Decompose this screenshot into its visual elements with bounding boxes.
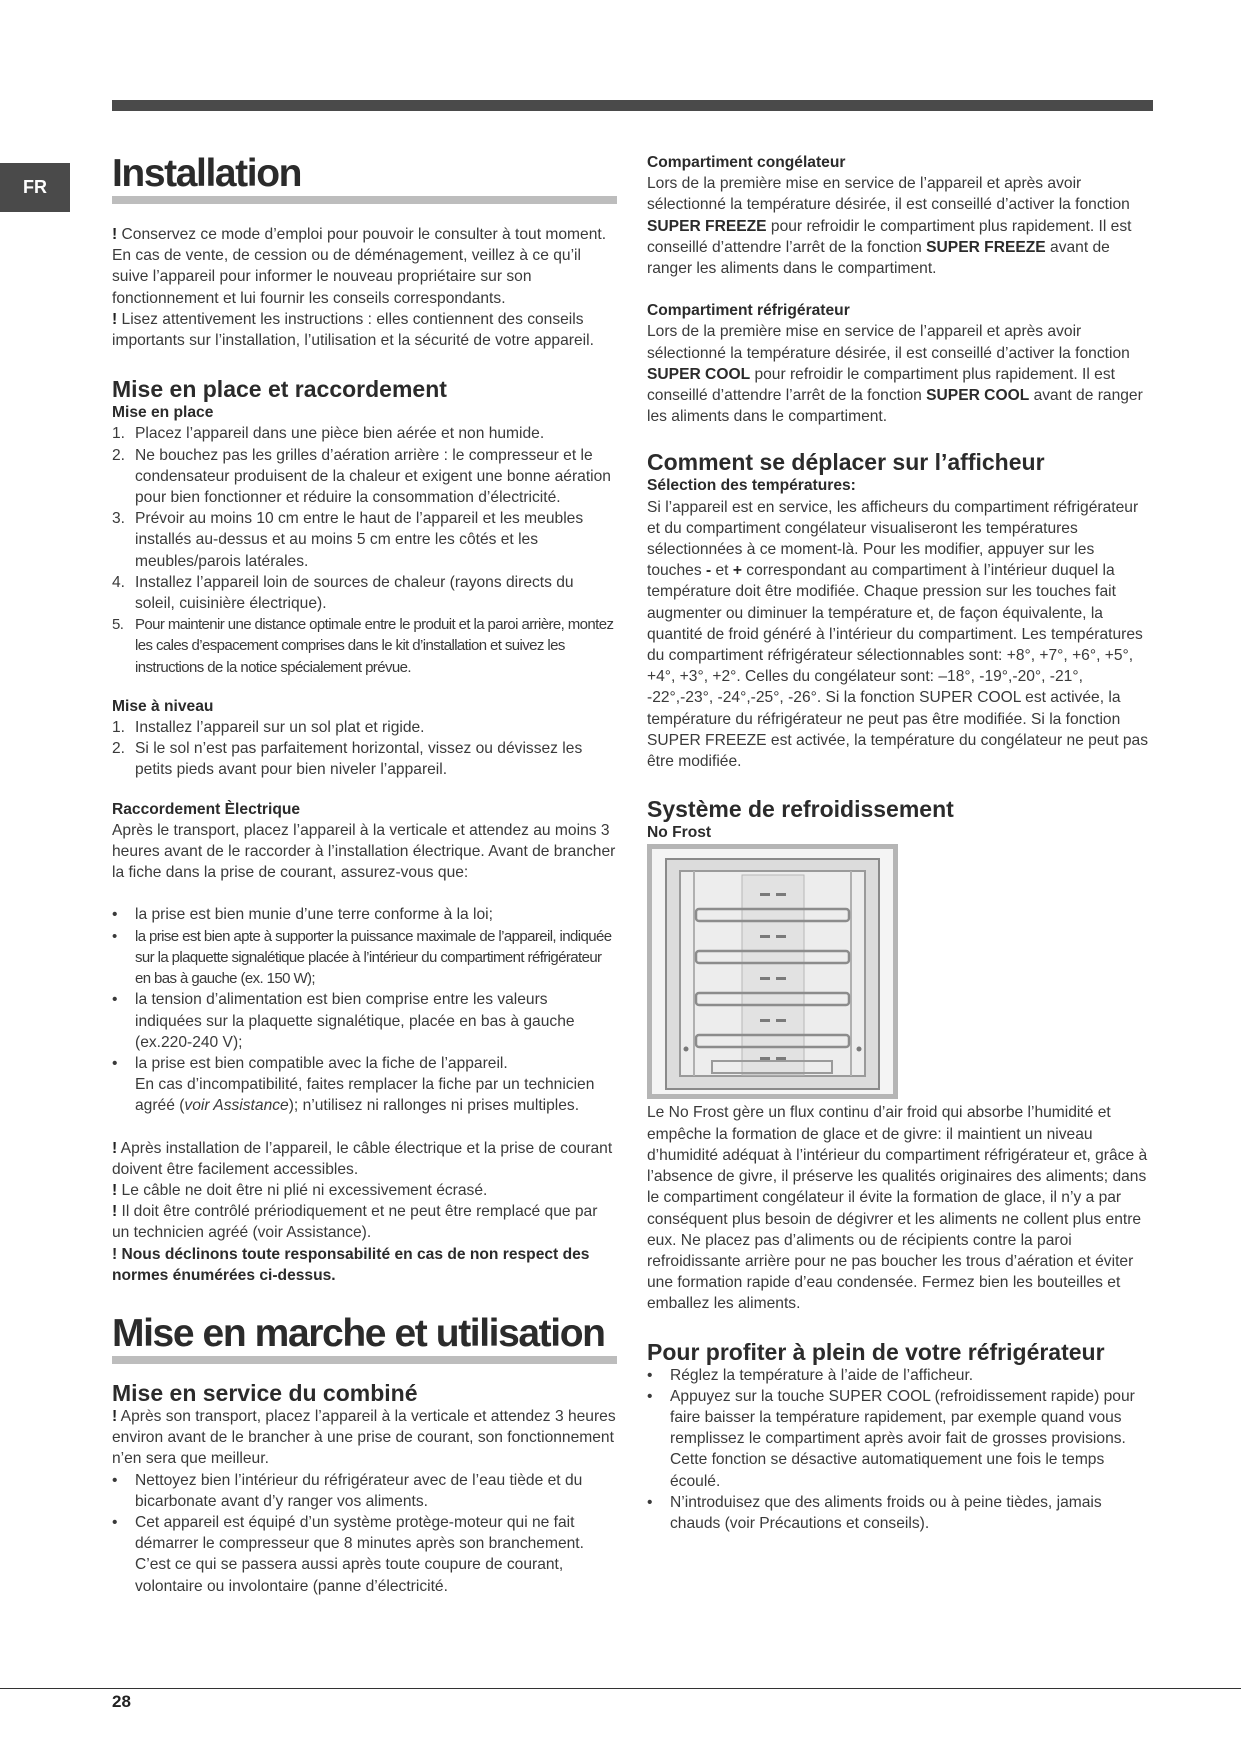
right-column — [647, 152, 1153, 1534]
mise-en-service-list — [112, 1470, 617, 1597]
heading-pour-profiter: Pour profiter à plein de votre réfrigérateur — [647, 1338, 1105, 1365]
list-item: 1. Installez l’appareil sur un sol plat et rigide. — [112, 719, 425, 737]
subheading-congelateur: Compartiment congélateur — [647, 154, 846, 171]
list-item: • la prise est bien munie d’une terre conforme à la loi; — [112, 906, 493, 924]
warning: ! Il doit être contrôlé prériodiquement et ne peut être remplacé que par un technicien agréé (voir Assistance). — [112, 1203, 598, 1242]
list-item: 3. Prévoir au moins 10 cm entre le haut de l’appareil et les meubles installés au-dessus et au moins 5 cm entre les côtés et les meubles/parois latérales. — [112, 510, 584, 570]
no-frost-paragraph: Le No Frost gère un flux continu d’air froid qui absorbe l’humidité et empêche la formation de glace et de givre: il maintient un niveau d’humidité adéquat à l’intérieur du compartiment réfrigérateur et, grâce à l’absence de givre, il préserve les qualités originaires des aliments; dans le compartiment congélateur il évite la formation de glace, il n’y a par conséquent plus besoin de dégivrer et les aliments ne collent plus entre eux. Ne placez pas d’aliments ou de récipients contre la paroi refroidissante arrière pour ne pas boucher les trous d’aération et éviter une formation rapide d’eau condensée. Fermez bien les bouteilles et emballez les aliments. — [647, 1104, 1148, 1313]
list-item: 5. Pour maintenir une distance optimale entre le produit et la paroi arrière, montez les cales d’espacement comprises dans le kit d’installation et suivez les instructions de la notice spécialement prévue. — [112, 616, 614, 676]
list-item: 2. Ne bouchez pas les grilles d’aération arrière : le compresseur et le condensateur produisent de la chaleur et exigent une bonne aération pour bien fonctionner et réduire la consommation d’électricité. — [112, 446, 611, 507]
language-tab: FR — [0, 163, 70, 212]
list-item: 1. Placez l’appareil dans une pièce bien aérée et non humide. — [112, 425, 545, 443]
warning: ! Le câble ne doit être ni plié ni excessivement écrasé. — [112, 1181, 488, 1199]
subheading-refrigerateur: Compartiment réfrigérateur — [647, 302, 850, 320]
mise-a-niveau-list — [112, 717, 617, 781]
footer-rule — [0, 1688, 1241, 1689]
list-item: 4. Installez l’appareil loin de sources de chaleur (rayons directs du soleil, cuisinière électrique). — [112, 573, 574, 613]
subheading-raccordement: Raccordement Èlectrique — [112, 800, 301, 818]
warning-disclaimer: ! Nous déclinons toute responsabilité en cas de non respect des normes énumérées ci-dessus. — [112, 1245, 590, 1284]
section-title-mise-en-marche: Mise en marche et utilisation — [112, 1312, 617, 1364]
heading-systeme-refroidissement: Système de refroidissement — [647, 796, 954, 823]
subheading-selection-temperatures: Sélection des températures: — [647, 477, 856, 495]
list-item: • la prise est bien apte à supporter la puissance maximale de l’appareil, indiquée sur la plaquette signalétique placée à l’intérieur du compartiment réfrigérateur en bas à gauche (ex. 150 W); — [112, 927, 612, 988]
intro-block — [112, 224, 617, 351]
raccordement-paragraph: Après le transport, placez l’appareil à la verticale et attendez au moins 3 heures avant de le raccorder à l’installation électrique. Avant de brancher la fiche dans la prise de courant, assurez-vous que: — [112, 821, 616, 882]
no-frost-illustration — [647, 844, 898, 1099]
fridge-interior-drawing — [652, 849, 893, 1094]
subheading-no-frost: No Frost — [647, 824, 712, 842]
list-item: 2. Si le sol n’est pas parfaitement horizontal, vissez ou dévissez les petits pieds avant pour bien niveler l’appareil. — [112, 740, 583, 779]
intro-paragraph: ! Conservez ce mode d’emploi pour pouvoir le consulter à tout moment. En cas de vente, de cession ou de déménagement, veillez à ce qu’il suive l’appareil pour informer le nouveau propriétaire sur son fonctionnement et lui fournir les conseils correspondants. — [112, 226, 607, 307]
mise-en-service-paragraph: ! Après son transport, placez l’appareil à la verticale et attendez 3 heures environ avant de le brancher à une prise de courant, son fonctionnement n’en sera que meilleur. — [112, 1407, 616, 1468]
warning: ! Après installation de l’appareil, le câble électrique et la prise de courant doivent être facilement accessibles. — [112, 1139, 613, 1178]
subheading-mise-en-place: Mise en place — [112, 404, 214, 422]
list-item: • la prise est bien compatible avec la fiche de l’appareil. En cas d’incompatibilité, faites remplacer la fiche par un technicien agréé (voir Assistance); n’utilisez ni rallonges ni prises multiples. — [112, 1054, 595, 1115]
warnings-block — [112, 1138, 617, 1286]
section-title-installation: Installation — [112, 152, 617, 204]
list-item: • la tension d’alimentation est bien comprise entre les valeurs indiquées sur la plaquette signalétique, placée en bas à gauche (ex.220-240 V); — [112, 991, 575, 1051]
list-item: • Nettoyez bien l’intérieur du réfrigérateur avec de l’eau tiède et du bicarbonate avant d’y ranger vos aliments. — [112, 1471, 583, 1510]
congelateur-paragraph: Lors de la première mise en service de l’appareil et après avoir sélectionné la température désirée, il est conseillé d’activer la fonction SUPER FREEZE pour refroidir le compartiment plus rapidement. Il est conseillé d’attendre l’arrêt de la fonction SUPER FREEZE avant de ranger les aliments dans le compartiment. — [647, 175, 1132, 278]
raccordement-list — [112, 904, 617, 1116]
heading-mise-en-service: Mise en service du combiné — [112, 1379, 418, 1406]
list-item: • Appuyez sur la touche SUPER COOL (refroidissement rapide) pour faire baisser la température rapidement, par exemple quand vous remplissez le compartiment après avoir fait de grosses provisions. Cette fonction se désactive automatiquement une fois le temps écoulé. — [647, 1387, 1135, 1490]
list-item: • N’introduisez que des aliments froids ou à peine tièdes, jamais chauds (voir Précautions et conseils). — [647, 1493, 1102, 1532]
left-column — [112, 152, 617, 1597]
refrigerateur-paragraph: Lors de la première mise en service de l’appareil et après avoir sélectionné la température désirée, il est conseillé d’activer la fonction SUPER COOL pour refroidir le compartiment plus rapidement. Il est conseillé d’attendre l’arrêt de la fonction SUPER COOL avant de ranger les aliments dans le compartiment. — [647, 323, 1143, 426]
pour-profiter-list — [647, 1365, 1153, 1535]
intro-paragraph: ! Lisez attentivement les instructions : elles contiennent des conseils importants sur l’installation, l’utilisation et la sécurité de votre appareil. — [112, 310, 594, 350]
heading-afficheur: Comment se déplacer sur l’afficheur — [647, 449, 1045, 476]
subheading-mise-a-niveau: Mise à niveau — [112, 697, 214, 715]
list-item: • Cet appareil est équipé d’un système protège-moteur qui ne fait démarrer le compresseur que 8 minutes après son branchement. C’est ce qui se passera aussi après toute coupure de courant, volontaire ou involontaire (panne d’électricité. — [112, 1513, 584, 1595]
heading-mise-en-place: Mise en place et raccordement — [112, 376, 447, 403]
page-number: 28 — [112, 1692, 131, 1711]
top-bar — [112, 100, 1153, 111]
mise-en-place-list — [112, 423, 617, 677]
afficheur-paragraph: Si l’appareil est en service, les afficheurs du compartiment réfrigérateur et du compartiment congélateur visualiseront les températures sélectionnées à ce moment-là. Pour les modifier, appuyer sur les touches - et + correspondant au compartiment à l’intérieur duquel la température doit être modifiée. Chaque pression sur les touches fait augmenter ou diminuer la température et, de façon équivalente, la quantité de froid généré à l’intérieur du compartiment. Les températures du compartiment réfrigérateur sélectionnables sont: +8°, +7°, +6°, +5°, +4°, +3°, +2°. Celles du congélateur sont: –18°, -19°,-20°, -21°, -22°,-23°, -24°,-25°, -26°. Si la fonction SUPER COOL est activée, la température du réfrigérateur ne peut pas être modifiée. Si la fonction SUPER FREEZE est activée, la température du congélateur ne peut pas être modifiée. — [647, 498, 1148, 771]
list-item: • Réglez la température à l’aide de l’afficheur. — [647, 1366, 974, 1384]
